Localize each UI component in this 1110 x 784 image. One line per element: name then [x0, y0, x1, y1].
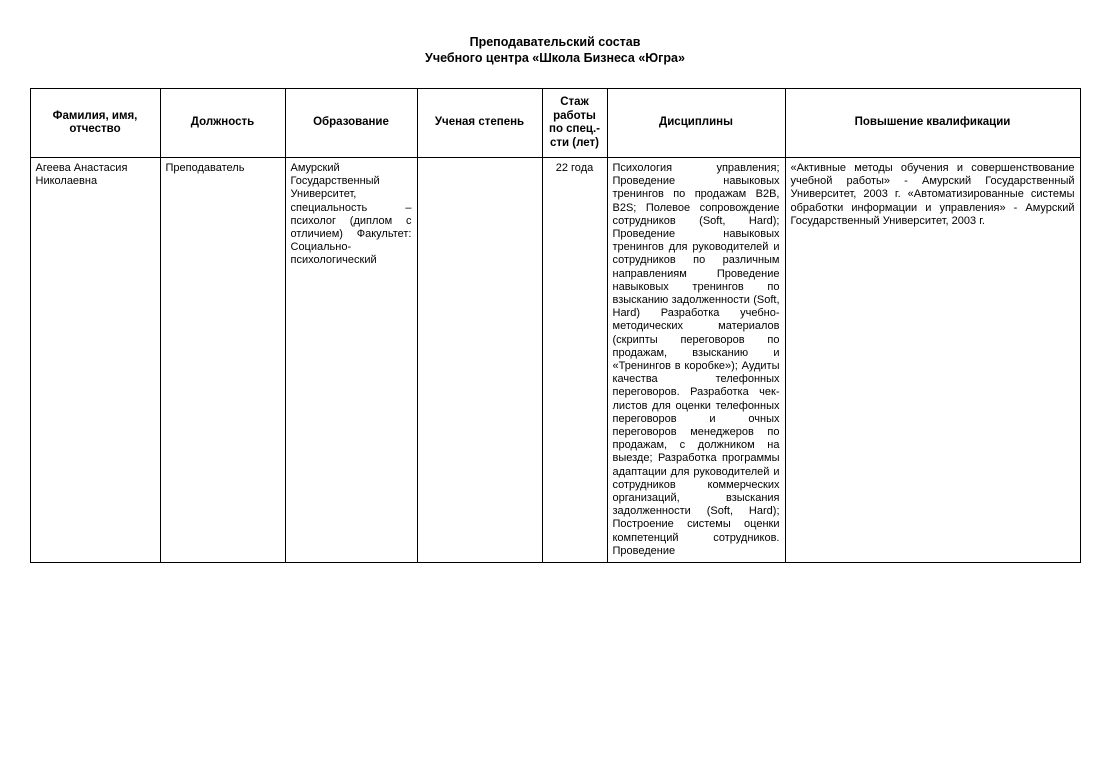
page-title	[0, 0, 1110, 66]
cell-fio: Агеева Анастасия Николаевна	[30, 158, 160, 563]
column-header-fio: Фамилия, имя, отчество	[30, 89, 160, 158]
page-title-line1: Преподавательский состав	[469, 35, 641, 49]
column-header-experience: Стаж работы по спец.-сти (лет)	[542, 89, 607, 158]
column-header-qualification: Повышение квалификации	[785, 89, 1080, 158]
cell-experience: 22 года	[542, 158, 607, 563]
staff-table	[30, 88, 1081, 563]
column-header-degree: Ученая степень	[417, 89, 542, 158]
cell-position: Преподаватель	[160, 158, 285, 563]
column-header-position: Должность	[160, 89, 285, 158]
table-header-row	[30, 89, 1080, 158]
column-header-disciplines: Дисциплины	[607, 89, 785, 158]
table-row	[30, 158, 1080, 563]
cell-disciplines: Психология управления; Проведение навыковых тренингов по продажам B2B, B2S; Полевое сопровождение сотрудников (Soft, Hard); Проведение навыковых тренингов для руководителей и сотрудников по различным направлениям Проведение навыковых тренингов по взысканию задолженности (Soft, Hard) Разработка учебно-методических материалов (скрипты переговоров по продажам, взысканию и «Тренингов в коробке»); Аудиты качества телефонных переговоров. Разработка чек-листов для оценки телефонных переговоров и очных переговоров менеджеров по продажам, с должником на выезде; Разработка программы адаптации для руководителей и сотрудников коммерческих организаций, взыскания задолженности (Soft, Hard); Построение системы оценки компетенций сотрудников. Проведение	[607, 158, 785, 563]
column-header-education: Образование	[285, 89, 417, 158]
cell-qualification: «Активные методы обучения и совершенствование учебной работы» - Амурский Государственный Университет, 2003 г. «Автоматизированные системы обработки информации и управления» - Амурский Государственный Университет, 2003 г.	[785, 158, 1080, 563]
page-title-line2: Учебного центра «Школа Бизнеса «Югра»	[425, 51, 685, 65]
cell-education: Амурский Государственный Университет, специальность – психолог (диплом с отличием) Факультет: Социально-психологический	[285, 158, 417, 563]
cell-degree	[417, 158, 542, 563]
